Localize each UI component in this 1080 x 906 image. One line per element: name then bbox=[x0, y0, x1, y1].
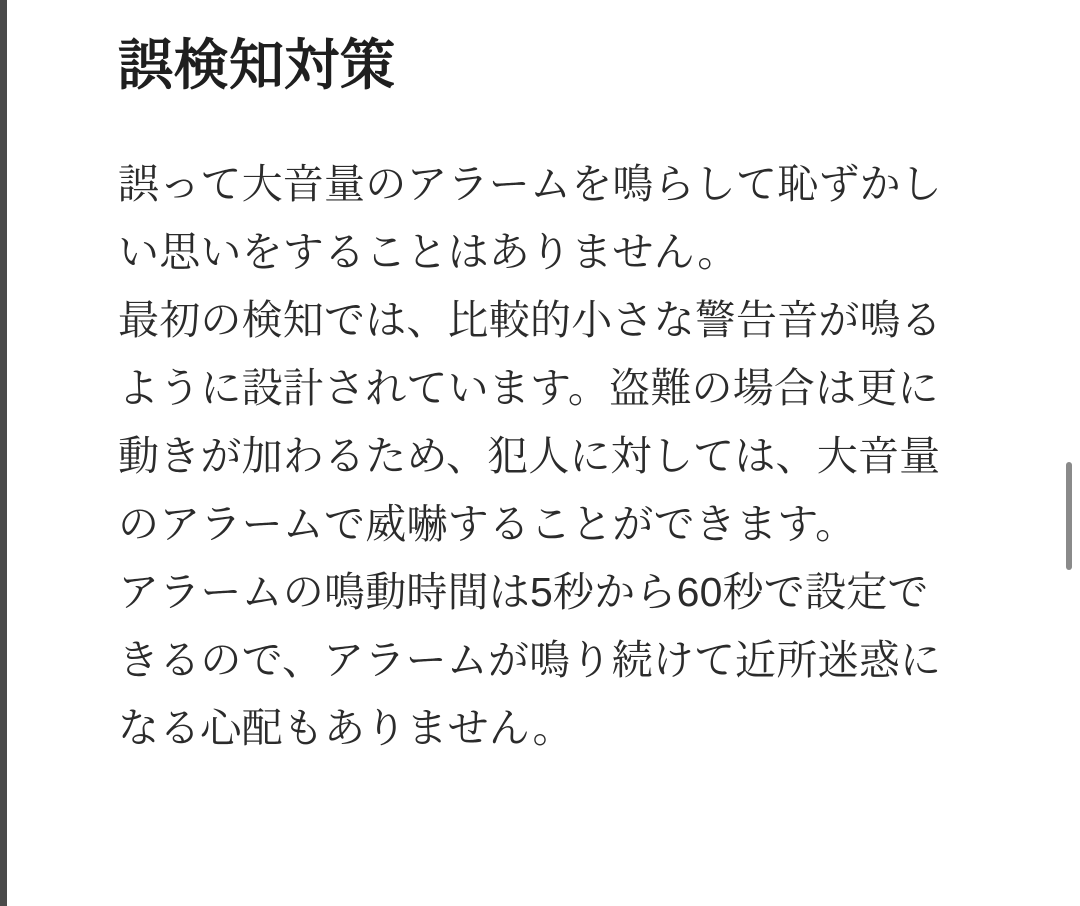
document-body bbox=[118, 150, 958, 762]
document-content bbox=[118, 0, 958, 762]
paragraph-2: 最初の検知では、比較的小さな警告音が鳴るように設計されています。盗難の場合は更に動きが加わるため、犯人に対しては、大音量のアラームで威嚇することができます。 bbox=[118, 296, 942, 548]
left-edge-rule bbox=[0, 0, 7, 906]
scrollbar-track[interactable] bbox=[1066, 0, 1072, 906]
page-title: 誤検知対策 bbox=[118, 34, 396, 96]
scrollbar-thumb[interactable] bbox=[1066, 462, 1072, 570]
paragraph-1: 誤って大音量のアラームを鳴らして恥ずかしい思いをすることはありません。 bbox=[118, 160, 942, 275]
paragraph-3: アラームの鳴動時間は5秒から60秒で設定できるので、アラームが鳴り続けて近所迷惑になる心配もありません。 bbox=[118, 569, 942, 752]
